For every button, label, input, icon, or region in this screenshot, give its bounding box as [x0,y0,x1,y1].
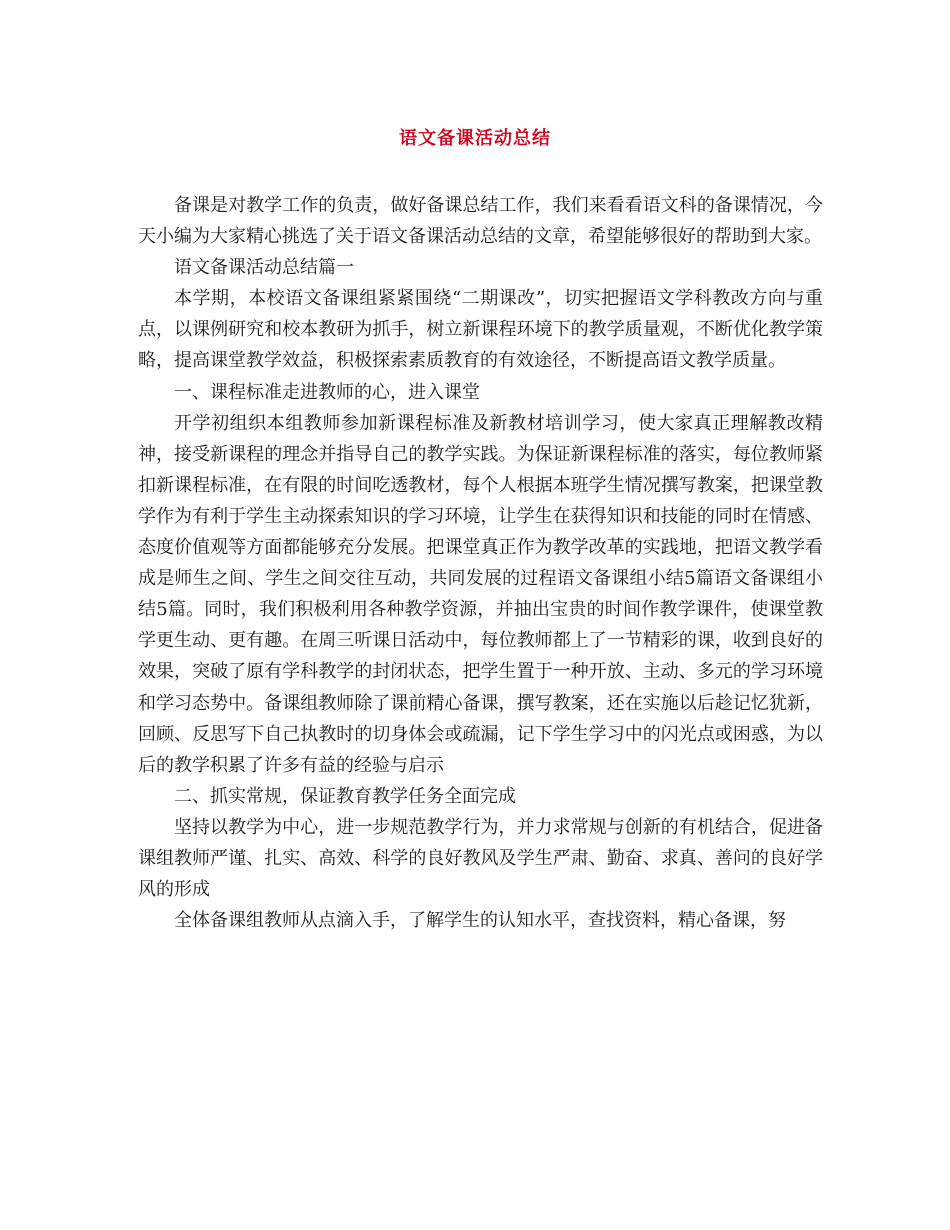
body-paragraph: 本学期，本校语文备课组紧紧围绕“二期课改”，切实把握语文学科教改方向与重点，以课例研究和校本教研为抓手，树立新课程环境下的教学质量观，不断优化教学策略，提高课堂教学效益，积极探索素质教育的有效途径，不断提高语文教学质量。 [138,288,823,372]
document-body [138,190,823,936]
body-paragraph: 全体备课组教师从点滴入手，了解学生的认知水平，查找资料，精心备课，努 [174,910,786,932]
section-heading: 一、课程标准走进教师的心，进入课堂 [174,381,480,403]
section-heading: 语文备课活动总结篇一 [174,257,354,279]
document-title: 语文备课活动总结 [399,128,551,149]
body-paragraph: 坚持以教学为中心，进一步规范教学行为，并力求常规与创新的有机结合，促进备课组教师严谨、扎实、高效、科学的良好教风及学生严肃、勤奋、求真、善问的良好学风的形成 [138,816,823,901]
section-heading: 二、抓实常规，保证教育教学任务全面完成 [174,785,516,807]
body-paragraph: 开学初组织本组教师参加新课程标准及新教材培训学习，使大家真正理解教改精神，接受新课程的理念并指导自己的教学实践。为保证新课程标准的落实，每位教师紧扣新课程标准，在有限的时间吃透教材，每个人根据本班学生情况撰写教案，把课堂教学作为有利于学生主动探索知识的学习环境，让学生在获得知识和技能的同时在情感、态度价值观等方面都能够充分发展。把课堂真正作为教学改革的实践地，把语文教学看成是师生之间、学生之间交往互动，共同发展的过程语文备课组小结5篇语文备课组小结5篇。同时，我们积极利用各种教学资源，并抽出宝贵的时间作教学课件，使课堂教学更生动、更有趣。在周三听课日活动中，每位教师都上了一节精彩的课，收到良好的效果，突破了原有学科教学的封闭状态，把学生置于一种开放、主动、多元的学习环境和学习态势中。备课组教师除了课前精心备课，撰写教案，还在实施以后趁记忆犹新，回顾、反思写下自己执教时的切身体会或疏漏，记下学生学习中的闪光点或困惑，为以后的教学积累了许多有益的经验与启示 [138,412,823,776]
intro-paragraph: 备课是对教学工作的负责，做好备课总结工作，我们来看看语文科的备课情况，今天小编为大家精心挑选了关于语文备课活动总结的文章，希望能够很好的帮助到大家。 [138,195,823,248]
